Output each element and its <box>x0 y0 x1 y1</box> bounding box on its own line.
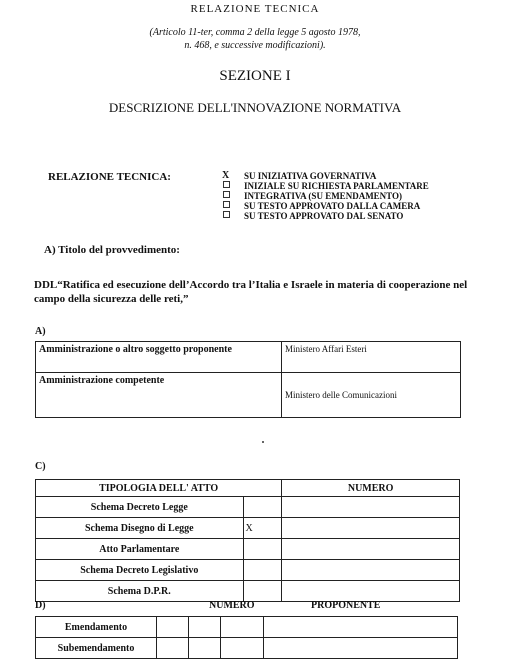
section-c-table <box>35 479 460 602</box>
atto-name: Schema D.P.R. <box>36 581 244 602</box>
checkbox-icon <box>222 201 244 211</box>
table-cell-value: Ministero Affari Esteri <box>282 342 461 373</box>
d-cell <box>189 638 221 659</box>
option-row <box>222 211 429 221</box>
checkbox-icon <box>222 211 244 221</box>
table-header-row <box>36 480 460 497</box>
d-cell <box>264 617 458 638</box>
section-d-table <box>35 616 458 659</box>
d-cell <box>189 617 221 638</box>
atto-name: Schema Disegno di Legge <box>36 518 244 539</box>
table-row <box>36 342 461 373</box>
table-row <box>36 373 461 418</box>
atto-numero <box>282 560 460 581</box>
option-label: INIZIALE SU RICHIESTA PARLAMENTARE <box>244 181 429 191</box>
subtitle-line-1: (Articolo 11-ter, comma 2 della legge 5 agosto 1978, <box>149 27 361 38</box>
option-label: SU TESTO APPROVATO DAL SENATO <box>244 211 404 221</box>
section-d-label: D) <box>35 600 46 611</box>
table-row <box>36 539 460 560</box>
option-row <box>222 171 429 181</box>
subtitle-line-2: n. 468, e successive modificazioni). <box>184 40 326 51</box>
table-cell-label: Amministrazione o altro soggetto proponente <box>36 342 282 373</box>
table-cell-label: Amministrazione competente <box>36 373 282 418</box>
scan-speck <box>262 441 264 443</box>
section-d-numero-header: NUMERO <box>209 600 255 611</box>
titolo-label: A) Titolo del provvedimento: <box>44 244 180 256</box>
option-label: INTEGRATIVA (SU EMENDAMENTO) <box>244 191 403 201</box>
ddl-text: DDL“Ratifica ed esecuzione dell’Accordo tra l’Italia e Israele in materia di cooperazione nel campo della sicurezza delle reti,” <box>34 279 468 305</box>
d-cell <box>264 638 458 659</box>
option-row <box>222 181 429 191</box>
relazione-label: RELAZIONE TECNICA: <box>48 171 171 183</box>
section-a-label: A) <box>35 326 46 337</box>
atto-mark <box>243 539 282 560</box>
atto-mark <box>243 497 282 518</box>
table-row <box>36 581 460 602</box>
section-c-label: C) <box>35 461 46 472</box>
table-row <box>36 518 460 539</box>
relazione-options <box>222 171 429 221</box>
table-row <box>36 497 460 518</box>
checkbox-icon <box>222 191 244 201</box>
option-mark: X <box>222 170 230 181</box>
table-row <box>36 638 458 659</box>
d-cell <box>221 617 264 638</box>
table-cell-value: Ministero delle Comunicazioni <box>282 373 461 418</box>
section-d-proponente-header: PROPONENTE <box>311 600 381 611</box>
section-a-table <box>35 341 461 418</box>
header-numero: NUMERO <box>282 480 460 497</box>
option-row <box>222 201 429 211</box>
atto-mark: X <box>243 518 282 539</box>
d-row-name: Subemendamento <box>36 638 157 659</box>
d-cell <box>157 638 189 659</box>
section-heading: SEZIONE I <box>219 68 291 84</box>
atto-mark <box>243 560 282 581</box>
atto-name: Atto Parlamentare <box>36 539 244 560</box>
d-cell <box>157 617 189 638</box>
atto-mark <box>243 581 282 602</box>
table-row <box>36 617 458 638</box>
d-row-name: Emendamento <box>36 617 157 638</box>
atto-name: Schema Decreto Legislativo <box>36 560 244 581</box>
checkbox-icon <box>222 181 244 191</box>
table-row <box>36 560 460 581</box>
d-cell <box>221 638 264 659</box>
option-row <box>222 191 429 201</box>
option-label: SU TESTO APPROVATO DALLA CAMERA <box>244 201 421 211</box>
atto-numero <box>282 518 460 539</box>
option-label: SU INIZIATIVA GOVERNATIVA <box>244 171 377 181</box>
atto-numero <box>282 497 460 518</box>
description-heading: DESCRIZIONE DELL'INNOVAZIONE NORMATIVA <box>108 100 402 115</box>
atto-numero <box>282 581 460 602</box>
header-tipologia: TIPOLOGIA DELL' ATTO <box>36 480 282 497</box>
document-title: RELAZIONE TECNICA <box>190 3 320 15</box>
atto-numero <box>282 539 460 560</box>
document-subtitle <box>120 26 390 52</box>
atto-name: Schema Decreto Legge <box>36 497 244 518</box>
